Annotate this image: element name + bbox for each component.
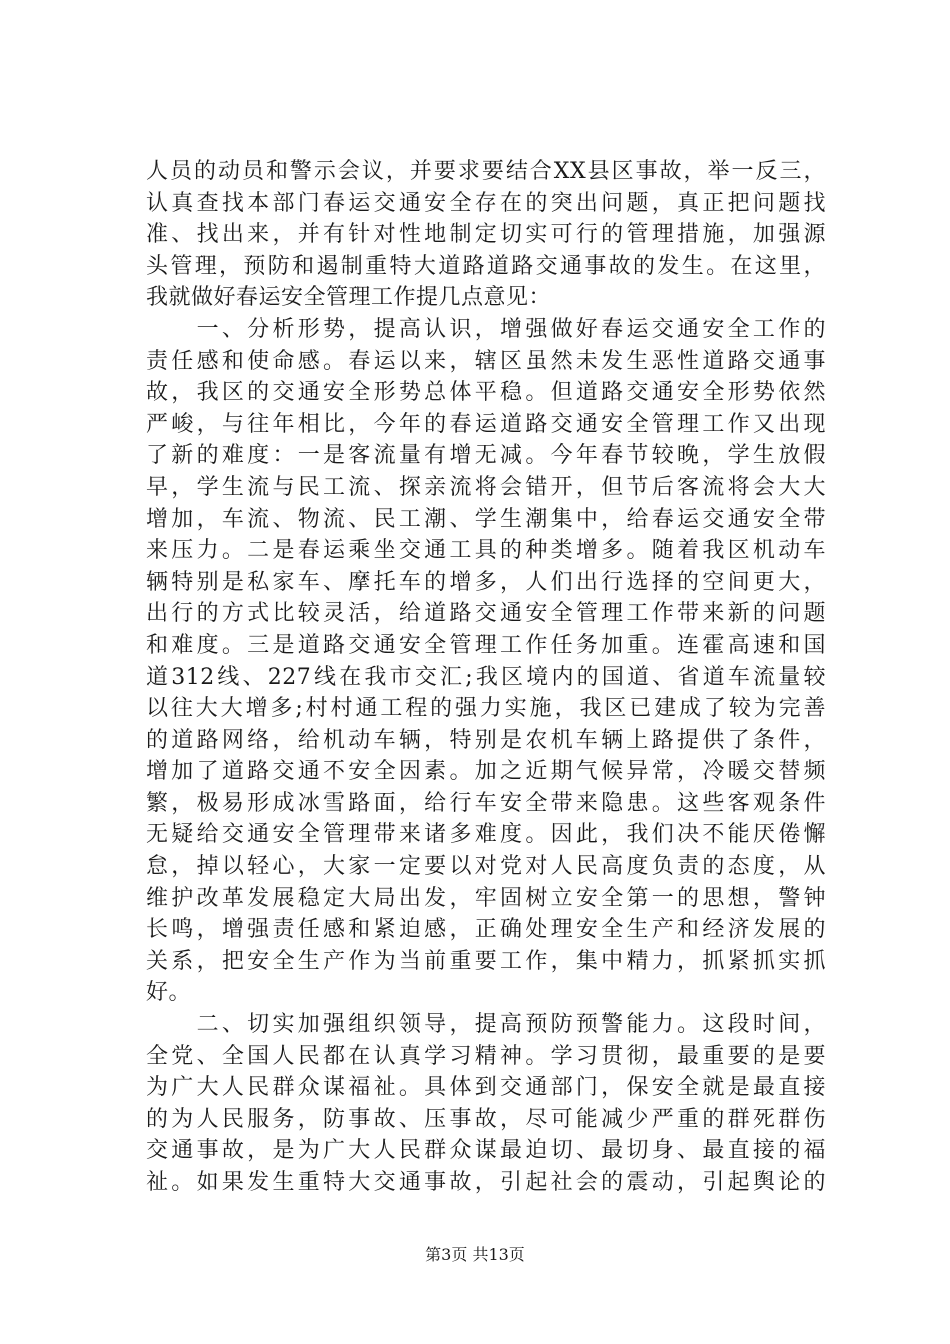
text-line: 我就做好春运安全管理工作提几点意见： — [146, 285, 552, 311]
text-line: 二、切实加强组织领导，提高预防预警能力。这段时间， — [146, 1012, 826, 1038]
text-line: 增加，车流、物流、民工潮、学生潮集中，给春运交通安全带 — [146, 506, 826, 532]
text-line: 一、分析形势，提高认识，增强做好春运交通安全工作的 — [146, 316, 826, 342]
text-line: 好。 — [146, 980, 192, 1006]
text-line: 故，我区的交通安全形势总体平稳。但道路交通安全形势依然 — [146, 380, 826, 406]
text-line: 道312线、227线在我市交汇;我区境内的国道、省道车流量较 — [146, 664, 826, 690]
text-line: 来压力。二是春运乘坐交通工具的种类增多。随着我区机动车 — [146, 538, 826, 564]
text-line: 长鸣，增强责任感和紧迫感，正确处理安全生产和经济发展的 — [146, 917, 826, 943]
text-line: 的为人民服务，防事故、压事故，尽可能减少严重的群死群伤 — [146, 1106, 826, 1132]
text-line: 祉。如果发生重特大交通事故，引起社会的震动，引起舆论的 — [146, 1170, 826, 1195]
text-line: 了新的难度：一是客流量有增无减。今年春节较晚，学生放假 — [146, 443, 826, 469]
text-line: 出行的方式比较灵活，给道路交通安全管理工作带来新的问题 — [146, 601, 826, 627]
text-line: 维护改革发展稳定大局出发，牢固树立安全第一的思想，警钟 — [146, 885, 826, 911]
text-line: 无疑给交通安全管理带来诸多难度。因此，我们决不能厌倦懈 — [146, 822, 826, 848]
text-line: 和难度。三是道路交通安全管理工作任务加重。连霍高速和国 — [146, 632, 826, 658]
body-text — [146, 156, 826, 1199]
text-line: 以往大大增多;村村通工程的强力实施，我区已建成了较为完善 — [146, 696, 826, 722]
text-line: 人员的动员和警示会议，并要求要结合XX县区事故，举一反三， — [146, 159, 826, 184]
text-line: 严峻，与往年相比，今年的春运道路交通安全管理工作又出现 — [146, 411, 826, 437]
text-line: 增加了道路交通不安全因素。加之近期气候异常，冷暖交替频 — [146, 759, 826, 785]
text-line: 辆特别是私家车、摩托车的增多，人们出行选择的空间更大， — [146, 569, 826, 595]
text-line: 认真查找本部门春运交通安全存在的突出问题，真正把问题找 — [146, 190, 826, 216]
text-line: 交通事故，是为广大人民群众谋最迫切、最切身、最直接的福 — [146, 1138, 826, 1164]
page-footer: 第3页 共13页 — [425, 1245, 525, 1264]
text-line: 为广大人民群众谋福祉。具体到交通部门，保安全就是最直接 — [146, 1075, 826, 1101]
text-line: 责任感和使命感。春运以来，辖区虽然未发生恶性道路交通事 — [146, 348, 826, 374]
text-line: 关系，把安全生产作为当前重要工作，集中精力，抓紧抓实抓 — [146, 948, 826, 974]
text-line: 准、找出来，并有针对性地制定切实可行的管理措施，加强源 — [146, 222, 826, 248]
text-line: 的道路网络，给机动车辆，特别是农机车辆上路提供了条件， — [146, 727, 826, 753]
text-line: 全党、全国人民都在认真学习精神。学习贯彻，最重要的是要 — [146, 1043, 826, 1069]
text-line: 繁，极易形成冰雪路面，给行车安全带来隐患。这些客观条件 — [146, 790, 826, 816]
text-line: 怠，掉以轻心，大家一定要以对党对人民高度负责的态度，从 — [146, 854, 826, 880]
text-line: 早，学生流与民工流、探亲流将会错开，但节后客流将会大大 — [146, 474, 826, 500]
text-line: 头管理，预防和遏制重特大道路道路交通事故的发生。在这里， — [146, 253, 826, 279]
